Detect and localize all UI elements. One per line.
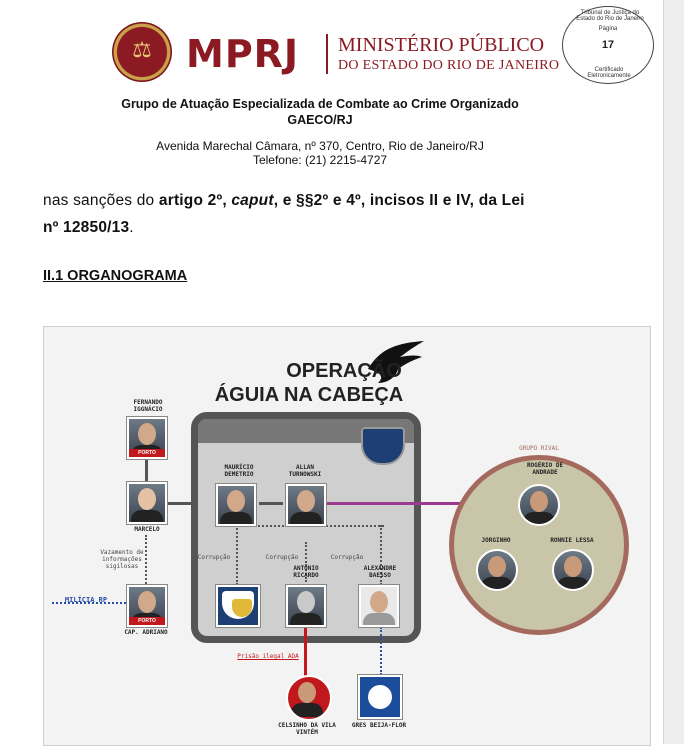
gres-beija-flor-logo-icon [358, 675, 402, 719]
photo-antonio [286, 585, 326, 627]
link-label-corrupcao-3: Corrupção [330, 554, 364, 561]
photo-celsinho [286, 675, 332, 721]
body-paragraph-line1 [43, 192, 643, 210]
stamp-court-text: Tribunal de Justiça do Estado do Rio de Janeiro [576, 10, 644, 22]
connector-line [259, 502, 283, 505]
photo-allan [286, 484, 326, 526]
link-label-corrupcao-1: Corrupção [197, 554, 231, 561]
person-label-allan: ALLAN TURNOWSKI [288, 464, 322, 478]
porto-tag: PORTO [129, 617, 165, 625]
photo-jorginho [476, 549, 518, 591]
porto-tag: PORTO [129, 449, 165, 457]
person-label-jorginho: JORGINHO [481, 537, 511, 544]
rival-group-label: GRUPO RIVAL [519, 445, 559, 452]
text-run: nas sanções do [43, 192, 159, 209]
photo-alexandre [359, 585, 399, 627]
diagram-title-line2: ÁGUIA NA CABEÇA [214, 384, 404, 406]
mprj-brand: MPRJ [186, 32, 300, 76]
person-label-antonio: ANTÔNIO RICARDO [293, 565, 319, 579]
policia-civil-badge-icon [361, 427, 405, 465]
connector-line [167, 502, 194, 505]
text-run-italic: caput [231, 192, 274, 209]
group-title: Grupo de Atuação Especializada de Combate ao Crime Organizado [121, 97, 519, 111]
phone-line: Telefone: (21) 2215-4727 [252, 153, 388, 167]
photo-fernando [127, 417, 167, 459]
text-run-bold: , e §§2º e 4º, incisos II e IV, da Lei [273, 192, 525, 209]
stamp-page-label: Página [598, 26, 618, 32]
link-label-vazamento: Vazamento de informações sigilosas [100, 549, 144, 570]
scales-icon: ⚖ [132, 38, 152, 63]
photo-rogerio [518, 484, 560, 526]
stamp-certified-text: Certificado Eletronicamente [587, 67, 631, 79]
org-name-line2: DO ESTADO DO RIO DE JANEIRO [338, 58, 560, 73]
gres-dotted-line [380, 627, 382, 675]
person-label-adriano: CAP. ADRIANO [124, 629, 168, 636]
person-label-alexandre: ALEXANDRE BAESSO [363, 565, 397, 579]
person-label-ronnie: RONNIE LESSA [550, 537, 594, 544]
person-label-marcelo: MARCELO [134, 526, 160, 533]
person-label-mauricio: MAURÍCIO DEMETRIO [224, 464, 254, 478]
policia-civil-shield-icon [216, 585, 260, 627]
mprj-seal-logo [112, 22, 172, 82]
link-label-corrupcao-2: Corrupção [265, 554, 299, 561]
text-run-bold: nº 12850/13 [43, 219, 130, 236]
photo-ronnie [552, 549, 594, 591]
section-heading: II.1 ORGANOGRAMA [43, 268, 188, 284]
stamp-page-number: 17 [601, 39, 615, 51]
text-run-bold: artigo 2º, [158, 192, 232, 209]
rival-group-circle [449, 455, 629, 635]
text-run: . [129, 219, 134, 236]
link-label-prisao: Prisão ilegal ADA [237, 653, 299, 660]
header-divider [326, 34, 328, 74]
address-line: Avenida Marechal Câmara, nº 370, Centro, Rio de Janeiro/RJ [156, 139, 484, 153]
group-acronym: GAECO/RJ [287, 113, 353, 127]
person-label-fernando: FERNANDO IGGNÁCIO [133, 399, 163, 413]
link-label-milicia: MILÍCIA RP [64, 596, 108, 604]
photo-marcelo [127, 482, 167, 524]
org-name-line1: MINISTÉRIO PÚBLICO [338, 34, 545, 56]
body-paragraph-line2 [43, 219, 643, 237]
organogram-figure [43, 326, 651, 746]
court-stamp [562, 6, 654, 84]
person-label-rogerio: ROGÉRIO DE ANDRADE [526, 462, 564, 476]
photo-mauricio [216, 484, 256, 526]
viewer-scrollbar[interactable] [663, 0, 684, 744]
person-label-celsinho: CELSINHO DA VILA VINTÉM [278, 722, 336, 736]
diagram-title-line1: OPERAÇÃO [286, 360, 402, 382]
person-label-gres: GRES BEIJA-FLOR [351, 722, 407, 729]
photo-adriano [127, 585, 167, 627]
